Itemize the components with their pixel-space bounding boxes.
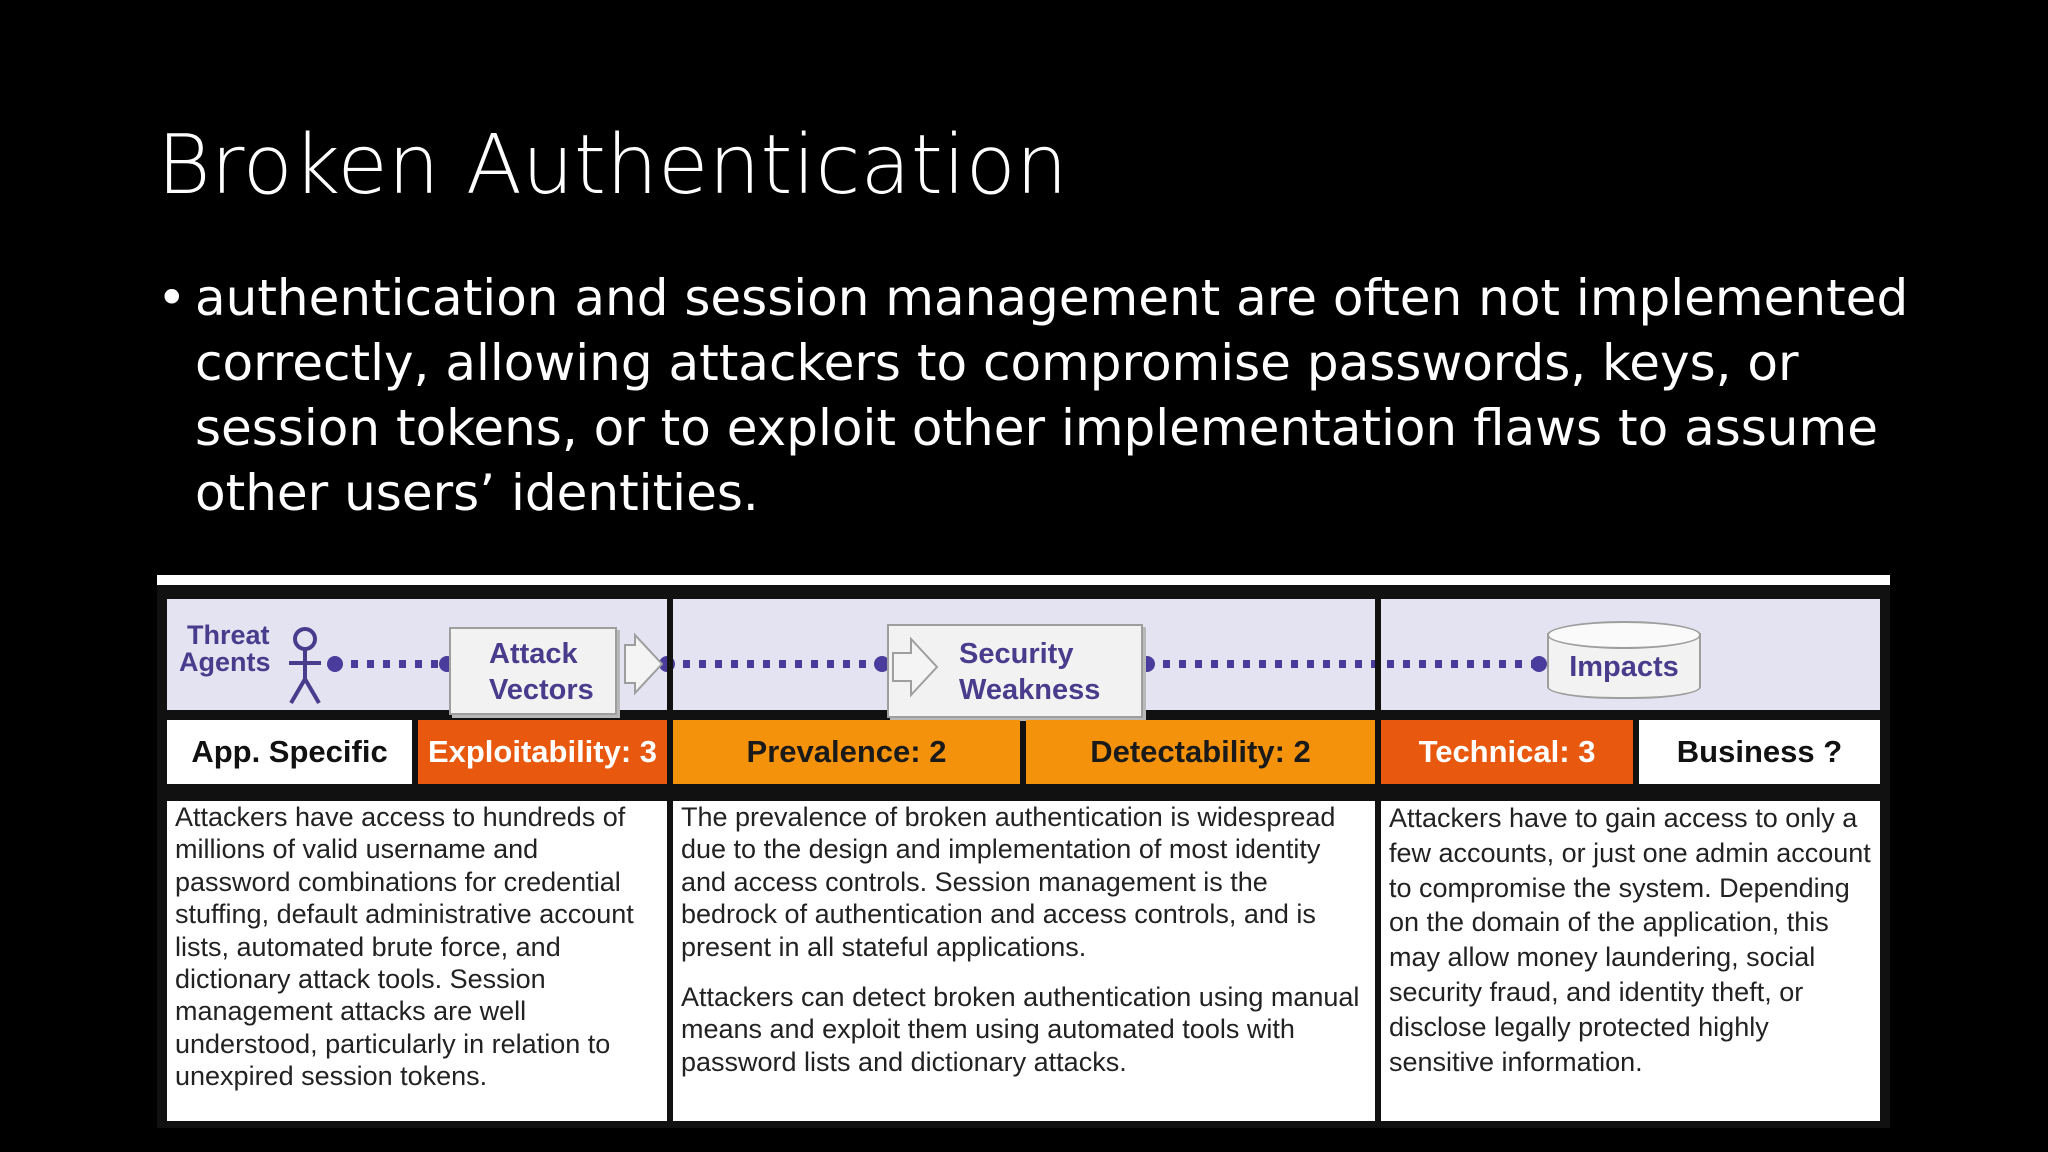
security-weakness-line-1: Security (959, 638, 1074, 670)
risk-diagram (157, 575, 1890, 1128)
app-specific-cell: App. Specific (167, 720, 412, 784)
attack-vectors-box (449, 627, 617, 715)
slide-title: Broken Authentication (157, 118, 1068, 213)
connector-dot (1531, 656, 1547, 672)
bullet-text: authentication and session management are often not implemented correctly, allowing attackers to compromise passwords, keys, or session tokens, or to exploit other implementation flaws to assume other users’ identities. (195, 269, 1909, 522)
impacts-description (1381, 801, 1880, 1121)
impacts-label: Impacts (1569, 651, 1679, 683)
attack-vectors-line-2: Vectors (489, 674, 594, 706)
weakness-description-text-1: The prevalence of broken authentication is widespread due to the design and implementation of most identity and access controls. Session management is the bedrock of authentication and access controls, and is present in all stateful applications. (681, 802, 1336, 962)
arrow-icon (625, 635, 662, 693)
arrow-icon (891, 633, 951, 703)
detectability-cell: Detectability: 2 (1026, 720, 1375, 784)
connector-dot (327, 656, 343, 672)
threat-agents-label (179, 622, 271, 676)
attack-vectors-line-1: Attack (489, 638, 578, 670)
impacts-cylinder (1547, 621, 1697, 699)
business-cell: Business ? (1639, 720, 1880, 784)
prevalence-cell: Prevalence: 2 (673, 720, 1020, 784)
threat-description (167, 801, 667, 1121)
security-weakness-line-2: Weakness (959, 674, 1101, 706)
bullet-marker: • (157, 269, 187, 327)
cylinder-top (1547, 621, 1701, 649)
threat-agents-line-1: Threat (187, 620, 270, 650)
technical-cell: Technical: 3 (1381, 720, 1633, 784)
weakness-description (673, 801, 1375, 1121)
column-divider (667, 599, 673, 1128)
threat-agents-line-2: Agents (179, 647, 271, 677)
diagram-frame (157, 585, 1890, 1128)
exploitability-cell: Exploitability: 3 (418, 720, 667, 784)
impacts-description-text: Attackers have to gain access to only a few accounts, or just one admin account to compromise the system. Depending on the domain of the application, this may allow money laundering, social security fraud, and identity theft, or disclose legally protected highly sensitive information. (1389, 803, 1871, 1077)
column-divider (1375, 599, 1381, 1128)
weakness-description-text-2: Attackers can detect broken authentication using manual means and exploit them using automated tools with password lists and dictionary attacks. (681, 982, 1360, 1077)
person-icon (285, 627, 325, 707)
threat-description-text: Attackers have access to hundreds of millions of valid username and password combinations for credential stuffing, default administrative account lists, automated brute force, and dictionary attack tools. Session management attacks are well understood, particularly in relation to unexpired session tokens. (175, 802, 634, 1092)
